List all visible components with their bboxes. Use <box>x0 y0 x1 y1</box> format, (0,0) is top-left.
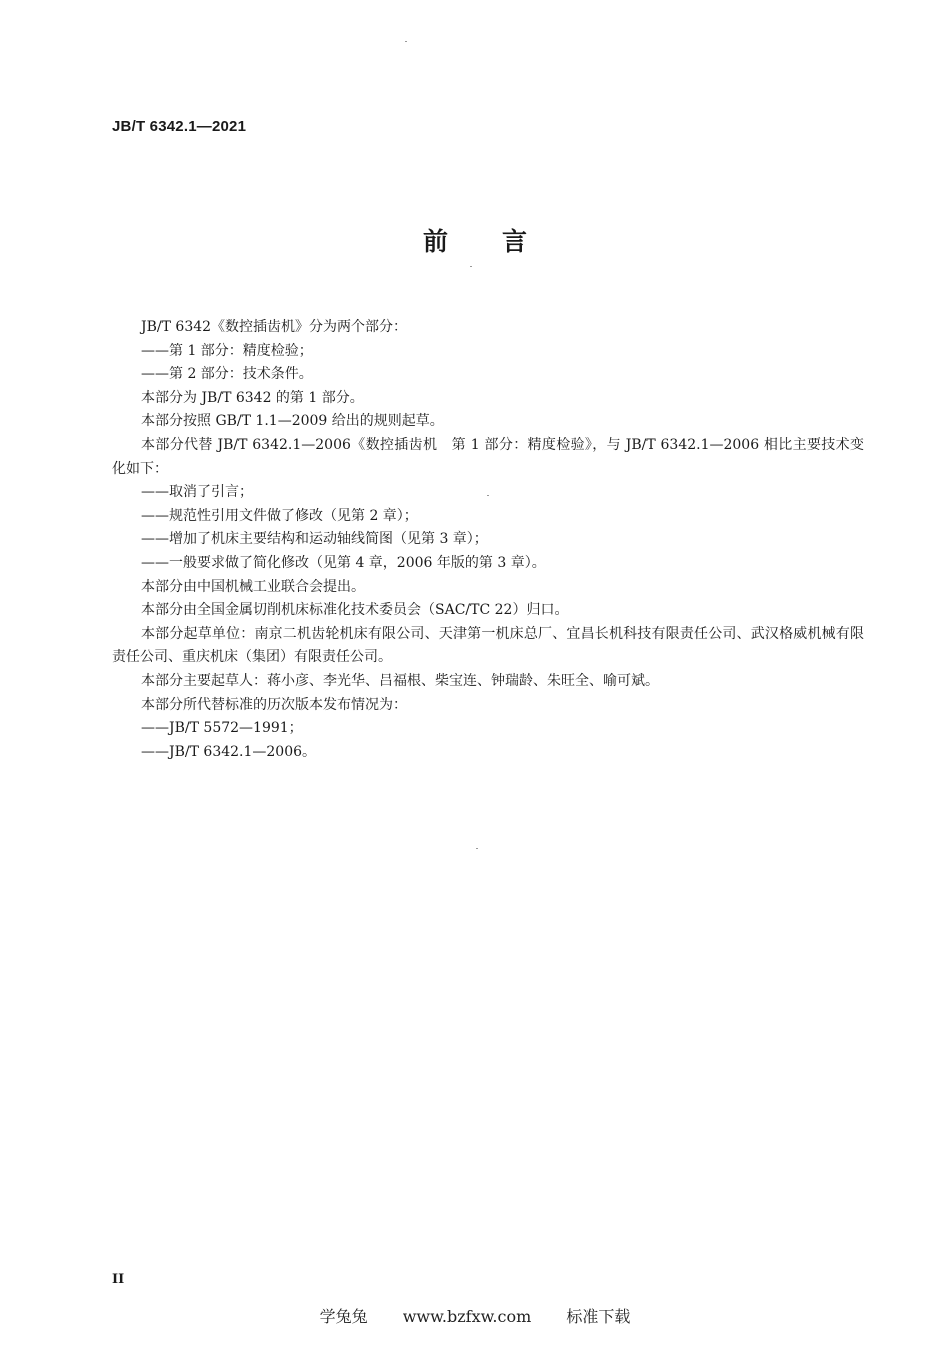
page-title: 前言 <box>422 227 581 256</box>
paragraph: ——第 2 部分：技术条件。 <box>141 366 313 383</box>
paragraph: 本部分为 JB/T 6342 的第 1 部分。 <box>141 389 364 406</box>
scan-speck <box>405 41 407 42</box>
paragraph: ——取消了引言； <box>141 484 253 501</box>
paragraph: 本部分按照 GB/T 1.1—2009 给出的规则起草。 <box>141 413 444 430</box>
paragraph: 本部分所代替标准的历次版本发布情况为： <box>141 696 407 713</box>
foreword-body <box>112 316 864 764</box>
paragraph: JB/T 6342《数控插齿机》分为两个部分： <box>141 319 408 335</box>
paragraph: 本部分代替 JB/T 6342.1—2006《数控插齿机 第 1 部分：精度检验》，与 JB/T 6342.1—2006 相比主要技术变化如下： <box>112 436 864 477</box>
page-number: II <box>112 1272 125 1287</box>
watermark-caption: 标准下载 <box>566 1307 631 1326</box>
paragraph: 本部分由中国机械工业联合会提出。 <box>141 578 365 595</box>
paragraph: ——JB/T 5572—1991； <box>141 720 303 737</box>
paragraph: 本部分主要起草人：蒋小彦、李光华、吕福根、柴宝连、钟瑞龄、朱旺全、喻可斌。 <box>141 672 659 689</box>
paragraph: 本部分起草单位：南京二机齿轮机床有限公司、天津第一机床总厂、宜昌长机科技有限责任公司、武汉格威机械有限责任公司、重庆机床（集团）有限责任公司。 <box>112 625 864 666</box>
scan-speck <box>487 495 489 496</box>
paragraph: ——第 1 部分：精度检验； <box>141 342 313 359</box>
paragraph: 本部分由全国金属切削机床标准化技术委员会（SAC/TC 22）归口。 <box>141 602 569 619</box>
paragraph: ——JB/T 6342.1—2006。 <box>141 743 317 760</box>
paragraph: ——增加了机床主要结构和运动轴线简图（见第 3 章）； <box>141 531 488 548</box>
scan-speck <box>470 266 472 267</box>
scan-speck <box>476 848 478 849</box>
watermark-site-name: 学兔兔 <box>319 1307 368 1326</box>
watermark-footer <box>0 1304 950 1327</box>
paragraph: ——规范性引用文件做了修改（见第 2 章）； <box>141 507 418 524</box>
standard-code: JB/T 6342.1—2021 <box>112 118 247 135</box>
paragraph: ——一般要求做了简化修改（见第 4 章，2006 年版的第 3 章）。 <box>141 554 546 571</box>
watermark-url: www.bzfxw.com <box>402 1307 532 1326</box>
